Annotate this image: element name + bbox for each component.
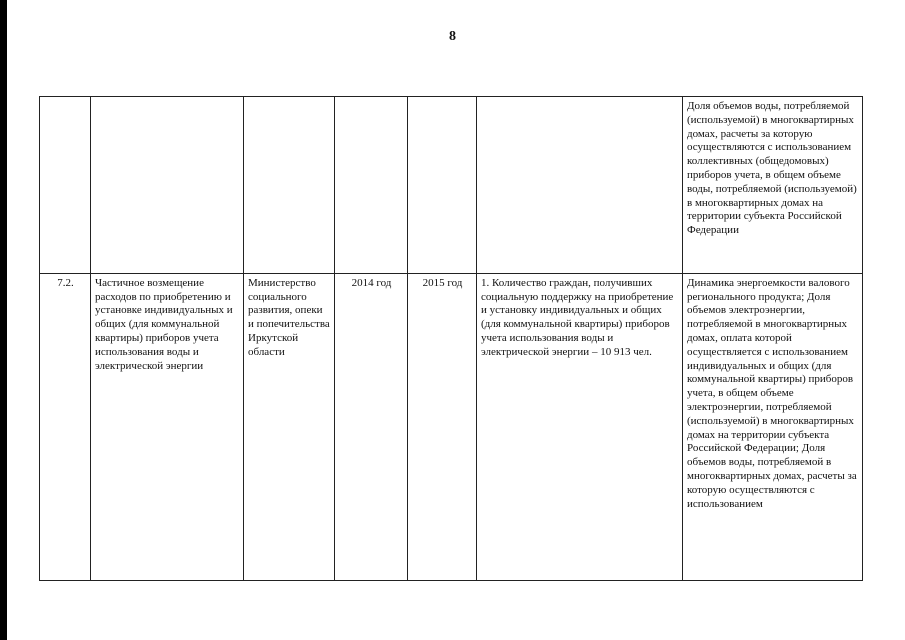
cell-indicators: Динамика энергоемкости валового регионального продукта; Доля объемов электроэнергии, потребляемой в многоквартирных домах, оплата которой осуществляется с использованием индивидуальных и общих (для коммунальной квартиры) приборов учета, в общем объеме электроэнергии, потребляемой (используемой) в многоквартирных домах на территории субъекта Российской Федерации; Доля объемов воды, потребляемой в многоквартирных домах, расчеты за которую осуществляются с использованием bbox=[683, 273, 863, 580]
cell-results: 1. Количество граждан, получивших социальную поддержку на приобретение и установку индивидуальных и общих (для коммунальной квартиры) приборов учета использования воды и электрической энергии – 10 913 чел. bbox=[477, 273, 683, 580]
cell-start-year: 2014 год bbox=[335, 273, 408, 580]
cell-end-year: 2015 год bbox=[408, 273, 477, 580]
cell-end-year bbox=[408, 97, 477, 274]
scan-edge bbox=[0, 0, 7, 640]
cell-number bbox=[40, 97, 91, 274]
cell-executor bbox=[244, 97, 335, 274]
page-number: 8 bbox=[449, 29, 456, 44]
cell-start-year bbox=[335, 97, 408, 274]
cell-number: 7.2. bbox=[40, 273, 91, 580]
cell-event-name bbox=[91, 97, 244, 274]
cell-event-name: Частичное возмещение расходов по приобретению и установке индивидуальных и общих (для коммунальной квартиры) приборов учета использования воды и электрической энергии bbox=[91, 273, 244, 580]
table-row bbox=[40, 97, 863, 274]
cell-results bbox=[477, 97, 683, 274]
program-table bbox=[39, 96, 863, 581]
cell-executor: Министерство социального развития, опеки и попечительства Иркутской области bbox=[244, 273, 335, 580]
table-row bbox=[40, 273, 863, 580]
cell-indicators: Доля объемов воды, потребляемой (используемой) в многоквартирных домах, расчеты за которую осуществляются с использованием коллективных (общедомовых) приборов учета, в общем объеме воды, потребляемой (используемой) в многоквартирных домах на территории субъекта Российской Федерации bbox=[683, 97, 863, 274]
